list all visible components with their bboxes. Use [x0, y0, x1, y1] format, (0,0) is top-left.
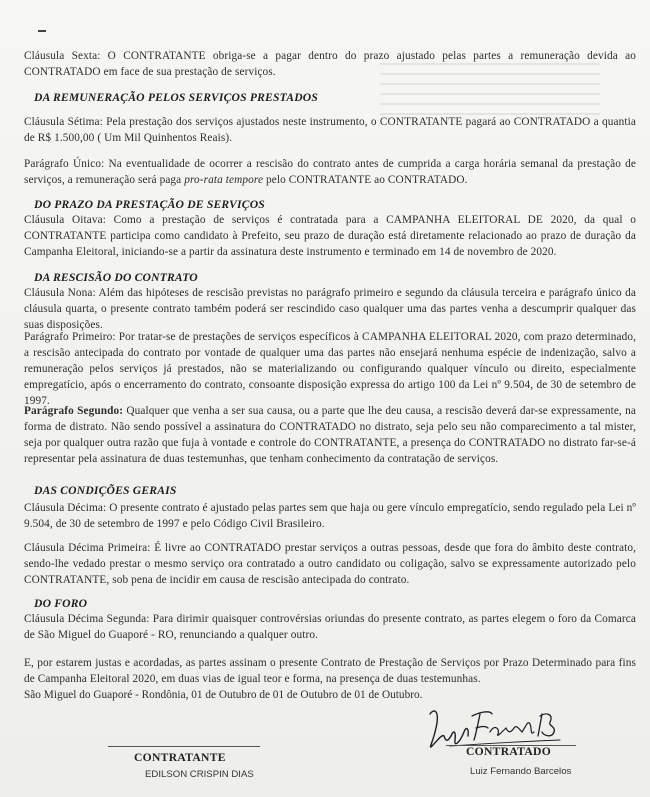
clause-eleventh: Cláusula Décima Primeira: É livre ao CONTRATADO prestar serviços a outras pessoas, desde que fora do âmbito deste contrato, sendo-lhe vedado prestar o mesmo serviço ora contratado a outro candidato ou coligação, salvo se expressamente autorizado pelo CONTRATANTE, sob pena de incidir em causa de rescisão antecipada do contrato. — [24, 542, 636, 586]
paragraph-second — [24, 403, 636, 467]
sole-paragraph-latin: pro-rata tempore — [184, 174, 264, 186]
heading-remuneration: DA REMUNERAÇÃO PELOS SERVIÇOS PRESTADOS — [34, 91, 318, 104]
contratado-name: Luiz Fernando Barcelos — [470, 766, 572, 777]
contratante-label: CONTRATANTE — [134, 751, 226, 764]
clause-tenth: Cláusula Décima: O presente contrato é ajustado pelas partes sem que haja ou gere vínculo empregatício, sendo regulado pela Lei nº 9.504, de 30 de setembro de 1997 e pelo Código Civil Brasileiro. — [24, 502, 636, 530]
sole-paragraph-text-a: Parágrafo Único: Na eventualidade de ocorrer a rescisão do contrato antes de cumprida a carga horária semanal da prestação de serviços, a remuneração será paga — [24, 158, 636, 186]
heading-general: DAS CONDIÇÕES GERAIS — [34, 484, 177, 497]
contratante-signature-line — [108, 746, 260, 747]
sole-paragraph-text-b: pelo CONTRATANTE ao CONTRATADO. — [263, 174, 468, 186]
clause-seventh: Cláusula Sétima: Pela prestação dos serviços ajustados neste instrumento, o CONTRATANTE pagará ao CONTRATADO a quantia de R$ 1.500,00 ( Um Mil Quinhentos Reais). — [24, 116, 636, 144]
contratado-label: CONTRATADO — [466, 745, 552, 758]
heading-forum: DO FORO — [34, 597, 88, 610]
place-and-date: São Miguel do Guaporé - Rondônia, 01 de Outubro de 01 de Outubro de 01 de Outubro. — [24, 689, 423, 701]
sole-paragraph — [24, 156, 636, 188]
contratante-name: EDILSON CRISPIN DIAS — [145, 769, 254, 780]
paragraph-second-label: Parágrafo Segundo: — [24, 405, 124, 417]
clause-twelfth: Cláusula Décima Segunda: Para dirimir quaisquer controvérsias oriundas do presente contrato, as partes elegem o foro da Comarca de São Miguel do Guaporé - RO, renunciando a qualquer outro. — [24, 613, 636, 641]
clause-ninth: Cláusula Nona: Além das hipóteses de rescisão previstas no parágrafo primeiro e segundo da cláusula terceira e parágrafo único da cláusula quarta, o presente contrato também poderá ser rescindido caso qualquer uma das partes venha a descumprir qualquer das suas disposições. — [24, 287, 636, 331]
clause-sixth: Cláusula Sexta: O CONTRATANTE obriga-se a pagar dentro do prazo ajustado pelas partes a remuneração devida ao CONTRATADO em face de sua prestação de serviços. — [24, 50, 636, 78]
heading-termination: DA RESCISÃO DO CONTRATO — [34, 271, 198, 284]
paragraph-second-text: Qualquer que venha a ser sua causa, ou a parte que lhe deu causa, a rescisão deverá dar-se expressamente, na forma de distrato. Não sendo possível a assinatura do CONTRATADO no distrato, seja pelo seu não comparecimento a tal mister, seja por qualquer outra razão que fuja à vontade e controle do CONTRATANTE, a presença do CONTRATADO no distrato far-se-á representar pela assinatura de duas testemunhas, que tenham conhecimento da contratação de serviços. — [24, 405, 636, 465]
corner-mark — [38, 30, 46, 32]
heading-term: DO PRAZO DA PRESTAÇÃO DE SERVIÇOS — [34, 198, 265, 211]
closing-paragraph: E, por estarem justas e acordadas, as partes assinam o presente Contrato de Prestação de Serviços por Prazo Determinado para fins de Campanha Eleitoral 2020, em duas vias de igual teor e forma, na presença de duas testemunhas. — [24, 657, 636, 685]
paragraph-first: Parágrafo Primeiro: Por tratar-se de prestações de serviços específicos à CAMPANHA ELEITORAL 2020, com prazo determinado, a rescisão antecipada do contrato por vontade de qualquer uma das partes não ensejará nenhuma espécie de indenização, salvo a remuneração pelos serviços já prestados, não se materializando ou configurando qualquer vínculo ou direito, especialmente empregatício, após o encerramento do contrato, consoante disposição expressa do artigo 100 da Lei nº 9.504, de 30 de setembro de 1997. — [24, 331, 636, 407]
clause-eighth: Cláusula Oitava: Como a prestação de serviços é contratada para a CAMPANHA ELEITORAL DE 2020, da qual o CONTRATANTE participa como candidato à Prefeito, seu prazo de duração está diretamente relacionado ao prazo de duração da Campanha Eleitoral, iniciando-se a partir da assinatura deste instrumento e terminado em 14 de novembro de 2020. — [24, 214, 636, 258]
